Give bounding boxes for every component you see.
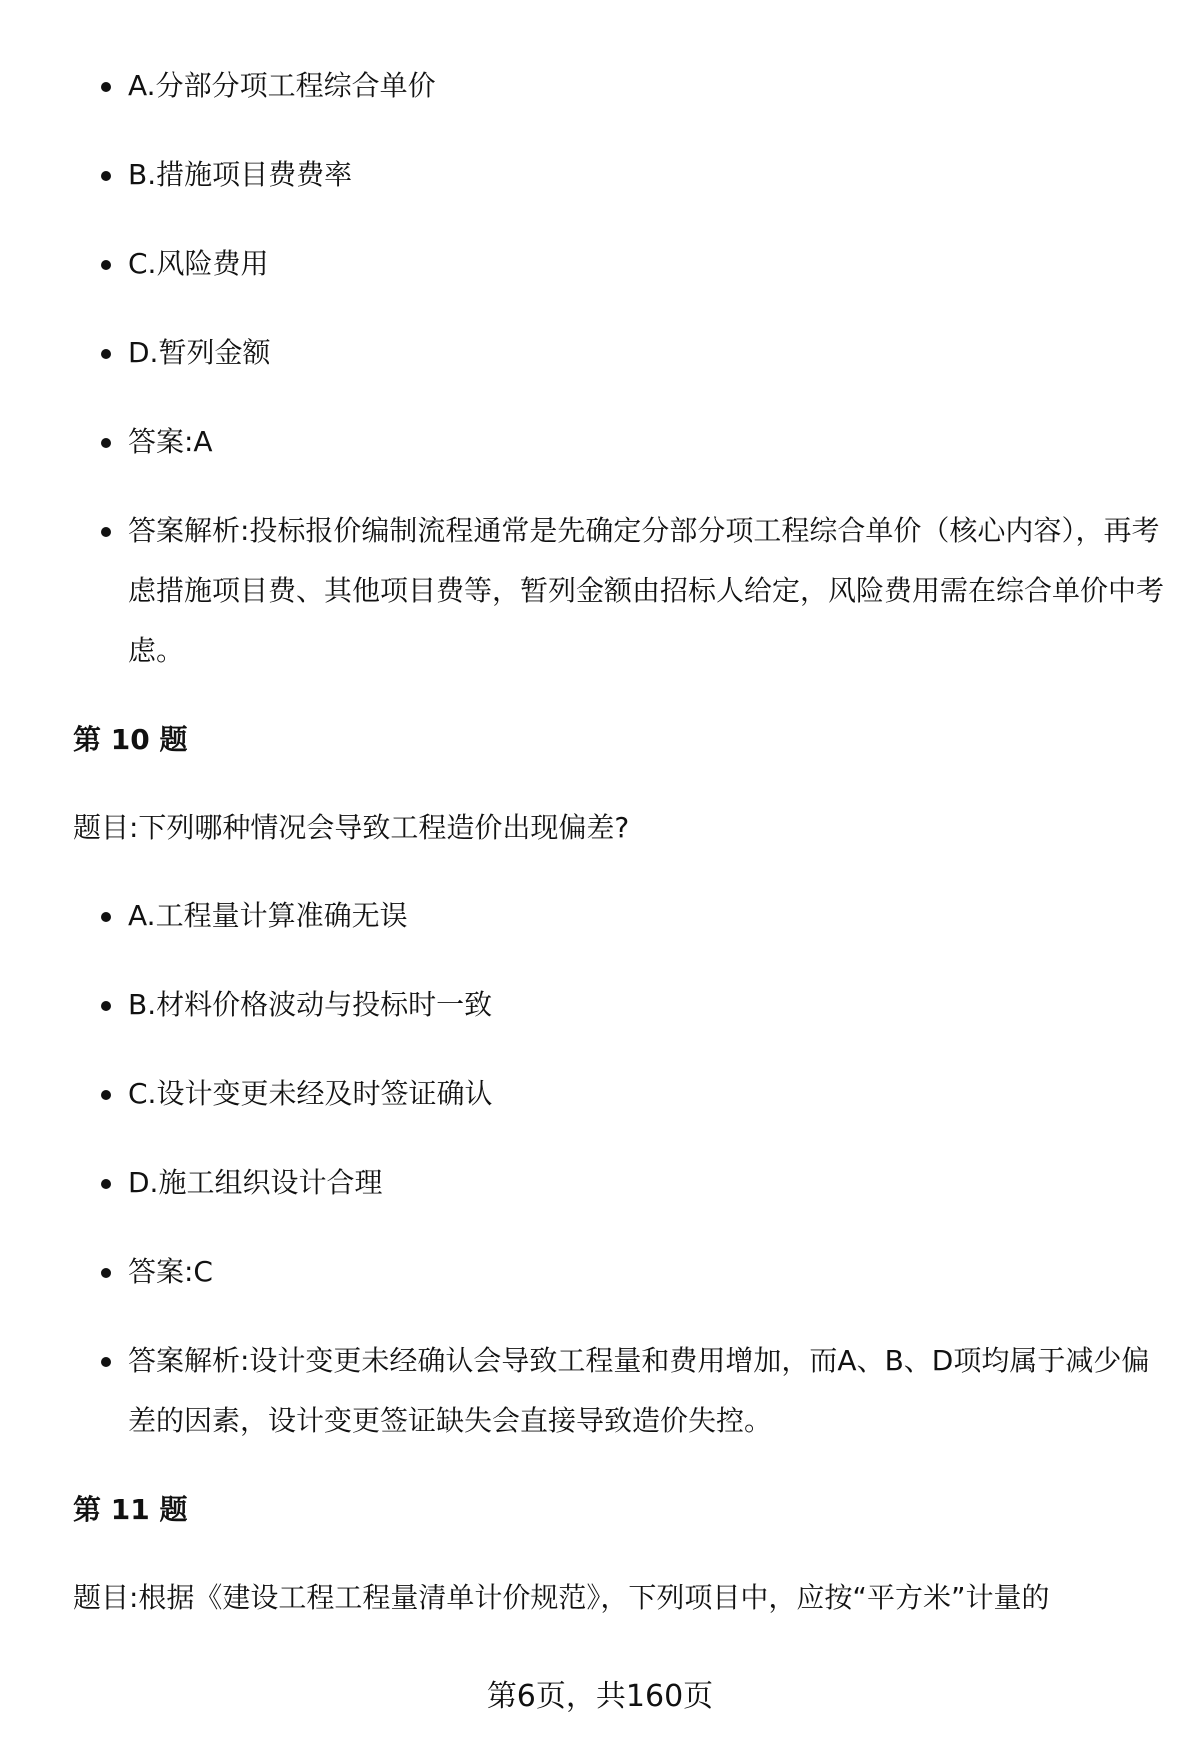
- document-content: [73, 56, 1173, 1656]
- q11-stem: 题目:根据《建设工程工程量清单计价规范》，下列项目中，应按“平方米”计量的: [73, 1581, 1050, 1614]
- q10-option-c: C.设计变更未经及时签证确认: [73, 1064, 1173, 1124]
- q10-explanation: 答案解析:设计变更未经确认会导致工程量和费用增加，而A、B、D项均属于减少偏差的因素，设计变更签证缺失会直接导致造价失控。: [73, 1331, 1173, 1451]
- q10-stem: 题目:下列哪种情况会导致工程造价出现偏差?: [73, 811, 630, 844]
- page-number-footer: 第6页，共160页: [486, 1679, 714, 1714]
- q10-option-a: A.工程量计算准确无误: [73, 886, 1173, 946]
- q10-answer: 答案:C: [73, 1242, 1173, 1302]
- q10-list: [73, 886, 1173, 1451]
- q9-option-c: C.风险费用: [73, 234, 1173, 294]
- q9-explanation: 答案解析:投标报价编制流程通常是先确定分部分项工程综合单价（核心内容），再考虑措施项目费、其他项目费等，暂列金额由招标人给定，风险费用需在综合单价中考虑。: [73, 501, 1173, 681]
- q9-option-b: B.措施项目费费率: [73, 145, 1173, 205]
- q9-answer: 答案:A: [73, 412, 1173, 472]
- q9-option-d: D.暂列金额: [73, 323, 1173, 383]
- q10-option-d: D.施工组织设计合理: [73, 1153, 1173, 1213]
- q10-option-b: B.材料价格波动与投标时一致: [73, 975, 1173, 1035]
- q10-heading: 第 10 题: [73, 723, 188, 756]
- q9-option-a: A.分部分项工程综合单价: [73, 56, 1173, 116]
- q11-heading: 第 11 题: [73, 1493, 188, 1526]
- q9-list: [73, 56, 1173, 681]
